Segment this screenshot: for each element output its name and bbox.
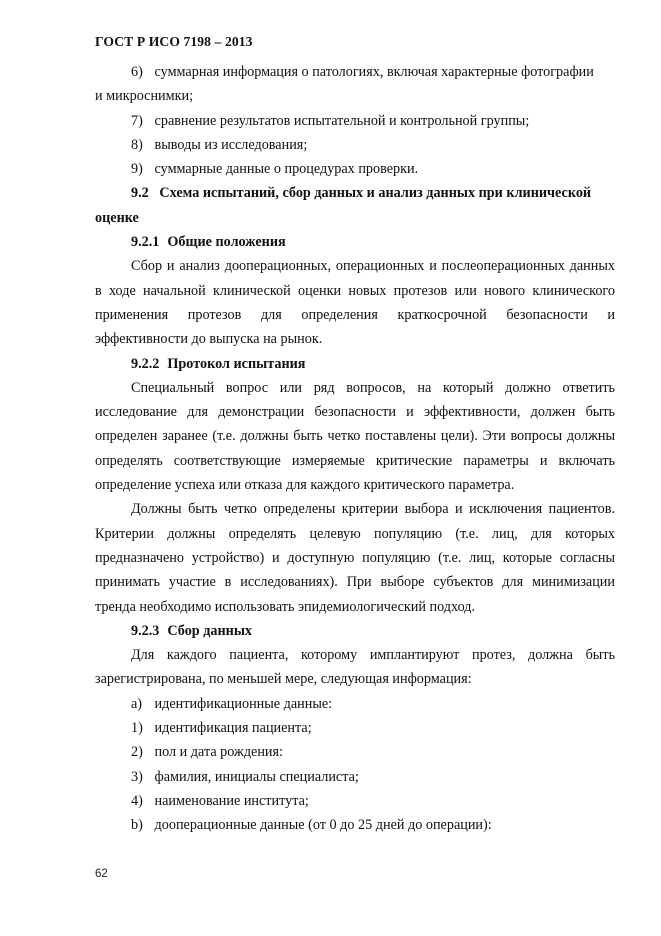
section-title: Сбор данных: [167, 622, 253, 639]
section-number: 9.2: [131, 185, 149, 202]
list-item-text: наименование института;: [154, 792, 309, 809]
list-item-number: 8): [131, 136, 143, 153]
section-number: 9.2.1: [131, 234, 160, 251]
list-item-number: 6): [131, 64, 143, 80]
list-item: [95, 789, 615, 813]
list-item-number: 1): [131, 720, 143, 737]
paragraph: Сбор и анализ дооперационных, операционных и послеоперационных данных в ходе начальной клинической оценки новых протезов или нового клинического применения протезов для определения краткосрочной безопасности и эффективности до выпуска на рынок.: [95, 258, 615, 348]
paragraph: Специальный вопрос или ряд вопросов, на который должно ответить исследование для демонстрации безопасности и эффективности, должен быть определен заранее (т.е. должны быть четко поставлены цели). Эти вопросы должны определять соответствующие измеряемые критические параметры и включать определение успеха или отказа для каждого критического параметра.: [95, 379, 615, 494]
list-item-text: суммарная информация о патологиях, включая характерные фотографии: [154, 64, 594, 80]
section-title: Протокол испытания: [167, 355, 306, 372]
document-page: [95, 34, 615, 838]
section-number: 9.2.2: [131, 355, 160, 372]
list-item-number: 7): [131, 112, 143, 129]
list-item-number: a): [131, 695, 143, 712]
section-heading-9-2-2: [95, 352, 615, 376]
list-item: [95, 716, 615, 740]
section-title: Общие положения: [167, 234, 286, 251]
list-item-number: 3): [131, 768, 143, 785]
list-item-number: 2): [131, 744, 143, 761]
list-item: [95, 692, 615, 716]
list-item-number: 9): [131, 161, 143, 178]
list-item-text: идентификация пациента;: [154, 720, 312, 737]
list-item: [95, 109, 615, 133]
list-item: [95, 765, 615, 789]
list-item: [95, 157, 615, 181]
section-heading-9-2-1: [95, 230, 615, 254]
list-item-text: фамилия, инициалы специалиста;: [154, 768, 359, 785]
document-header: ГОСТ Р ИСО 7198 – 2013: [95, 34, 253, 49]
paragraph: Должны быть четко определены критерии выбора и исключения пациентов. Критерии должны определять целевую популяцию (т.е. лиц, для которых предназначено устройство) и доступную популяцию (т.е. лиц, которые согласны принимать участие в исследованиях). При выборе субъектов для минимизации тренда необходимо использовать эпидемиологический подход.: [95, 501, 615, 615]
list-item: [95, 813, 615, 837]
list-item-number: b): [131, 817, 143, 834]
section-number: 9.2.3: [131, 622, 160, 639]
section-heading-9-2-3: [95, 619, 615, 643]
list-item-text: суммарные данные о процедурах проверки.: [154, 161, 419, 178]
list-item: [95, 60, 615, 84]
list-item-text: выводы из исследования;: [154, 136, 308, 153]
list-item: [95, 133, 615, 157]
section-title-continuation: оценке: [95, 209, 139, 226]
section-heading-9-2: [95, 181, 615, 205]
paragraph: Для каждого пациента, которому имплантируют протез, должна быть зарегистрирована, по меньшей мере, следующая информация:: [95, 647, 615, 688]
list-item-text: идентификационные данные:: [154, 695, 333, 712]
list-item: [95, 740, 615, 764]
list-item-number: 4): [131, 792, 143, 809]
list-item-text: сравнение результатов испытательной и контрольной группы;: [154, 112, 530, 129]
list-item-text: дооперационные данные (от 0 до 25 дней до операции):: [154, 817, 492, 834]
section-title: Схема испытаний, сбор данных и анализ данных при клинической: [159, 185, 592, 202]
list-item-continuation: и микроснимки;: [95, 88, 194, 105]
list-item-text: пол и дата рождения:: [154, 744, 283, 761]
page-number: 62: [95, 868, 108, 880]
